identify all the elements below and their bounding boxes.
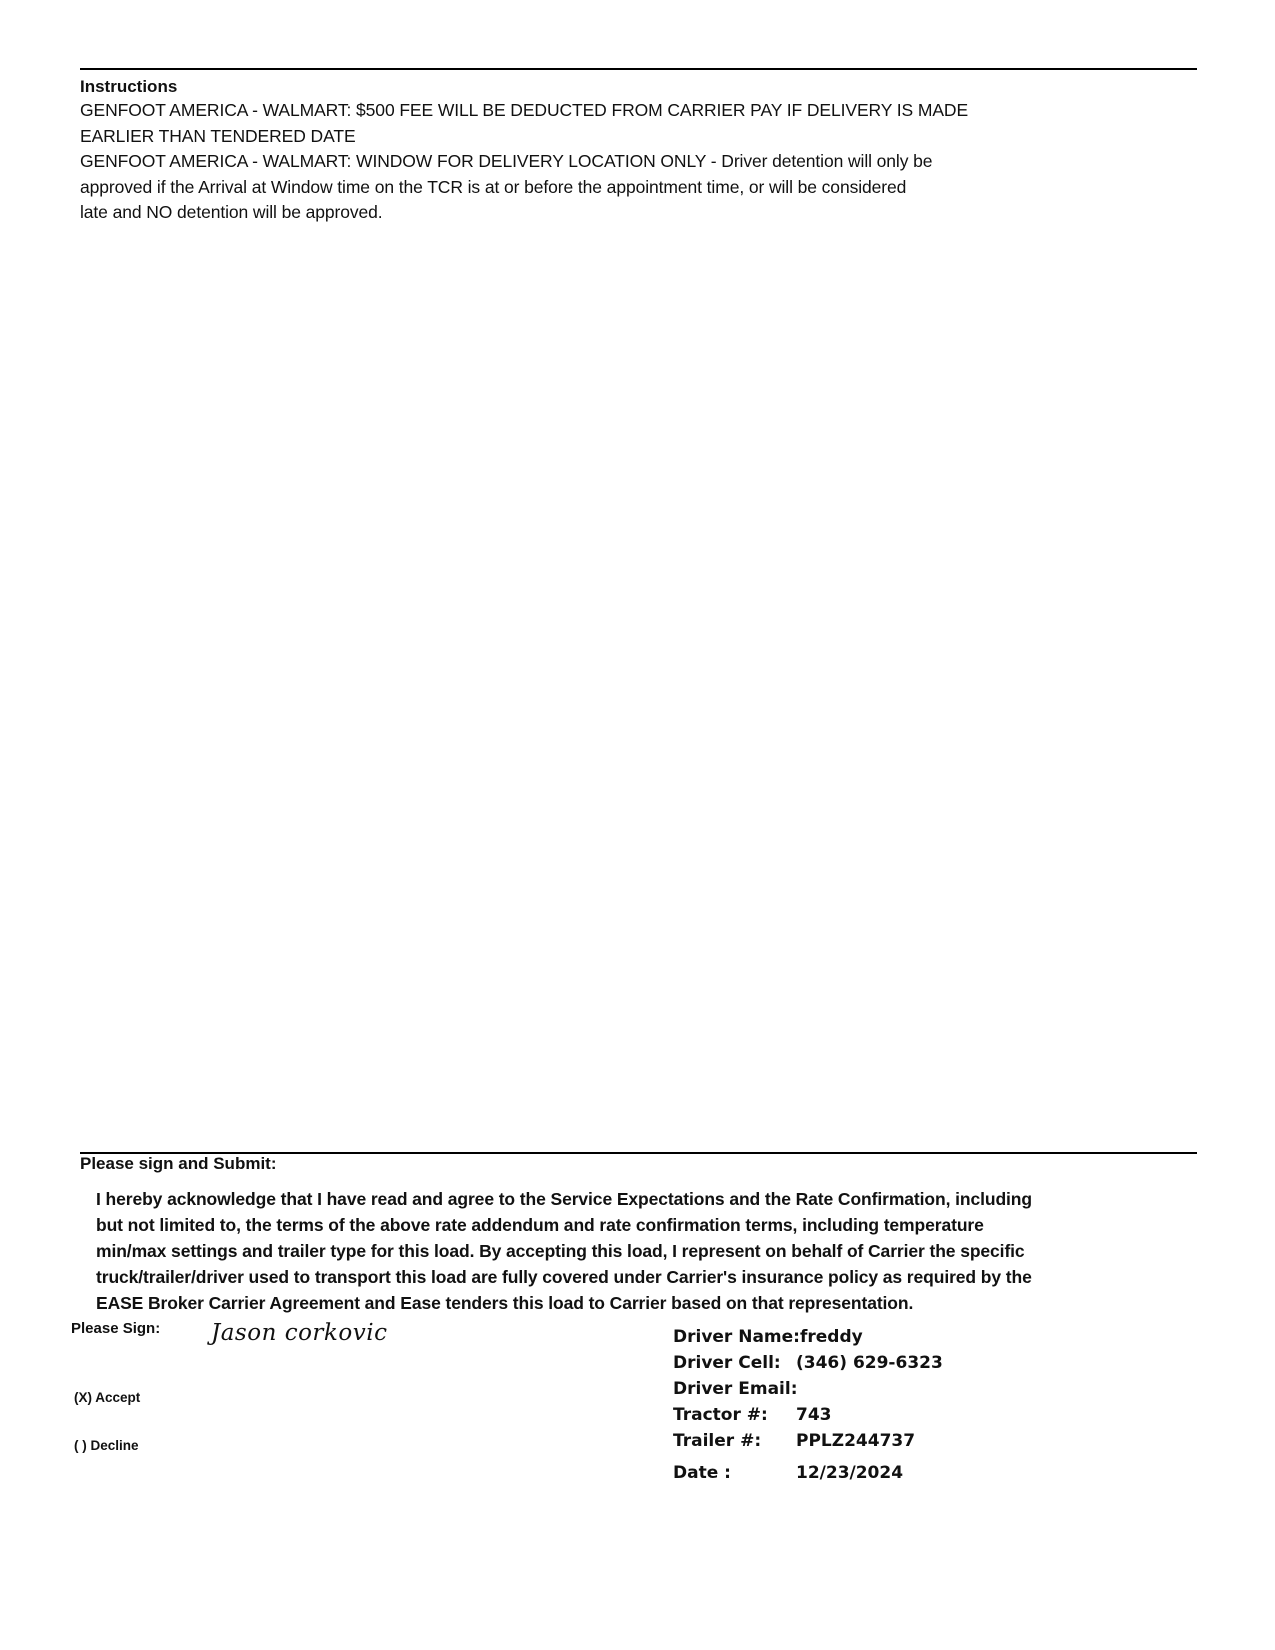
driver-email-row [673,1376,1093,1402]
date-label: Date : [673,1463,731,1483]
driver-name-label: Driver Name: [673,1327,800,1347]
decline-option[interactable]: ( ) Decline [74,1438,139,1453]
acknowledgement-line: EASE Broker Carrier Agreement and Ease tenders this load to Carrier based on that representation. [96,1293,914,1313]
date-row [673,1460,1093,1486]
instruction-line: GENFOOT AMERICA - WALMART: WINDOW FOR DELIVERY LOCATION ONLY - Driver detention will only be [80,151,933,171]
driver-name-value: freddy [799,1327,863,1347]
trailer-row [673,1428,1093,1454]
acknowledgement-line: but not limited to, the terms of the above rate addendum and rate confirmation terms, including temperature [96,1215,984,1235]
driver-cell-row [673,1350,1093,1376]
driver-info [673,1324,1093,1486]
please-sign-label: Please Sign: [71,1320,161,1337]
trailer-label: Trailer #: [673,1431,762,1451]
acknowledgement-line: I hereby acknowledge that I have read and agree to the Service Expectations and the Rate Confirmation, including [96,1189,1032,1209]
driver-email-label: Driver Email: [673,1379,798,1399]
instruction-line: EARLIER THAN TENDERED DATE [80,125,356,146]
driver-cell-value: (346) 629-6323 [796,1353,943,1373]
sign-submit-heading: Please sign and Submit: [80,1154,277,1173]
tractor-label: Tractor #: [673,1405,768,1425]
accept-option[interactable]: (X) Accept [74,1390,141,1405]
tractor-value: 743 [796,1405,832,1425]
tractor-row [673,1402,1093,1428]
instruction-line: approved if the Arrival at Window time on the TCR is at or before the appointment time, or will be considered [80,176,907,197]
driver-cell-label: Driver Cell: [673,1353,781,1373]
acknowledgement-text [96,1186,1226,1316]
signature: Jason corkovic [211,1320,388,1346]
date-value: 12/23/2024 [796,1463,904,1483]
instruction-line: GENFOOT AMERICA - WALMART: $500 FEE WILL BE DEDUCTED FROM CARRIER PAY IF DELIVERY IS MADE [80,100,969,120]
acknowledgement-line: min/max settings and trailer type for this load. By accepting this load, I represent on behalf of Carrier the specific [96,1241,1025,1261]
acknowledgement-line: truck/trailer/driver used to transport this load are fully covered under Carrier's insurance policy as required by the [96,1267,1032,1287]
instructions-section [80,76,1200,226]
trailer-value: PPLZ244737 [796,1431,916,1451]
instructions-title: Instructions [80,77,178,96]
top-divider [80,68,1197,70]
instruction-line: late and NO detention will be approved. [80,202,383,222]
driver-name-row [673,1324,1093,1350]
